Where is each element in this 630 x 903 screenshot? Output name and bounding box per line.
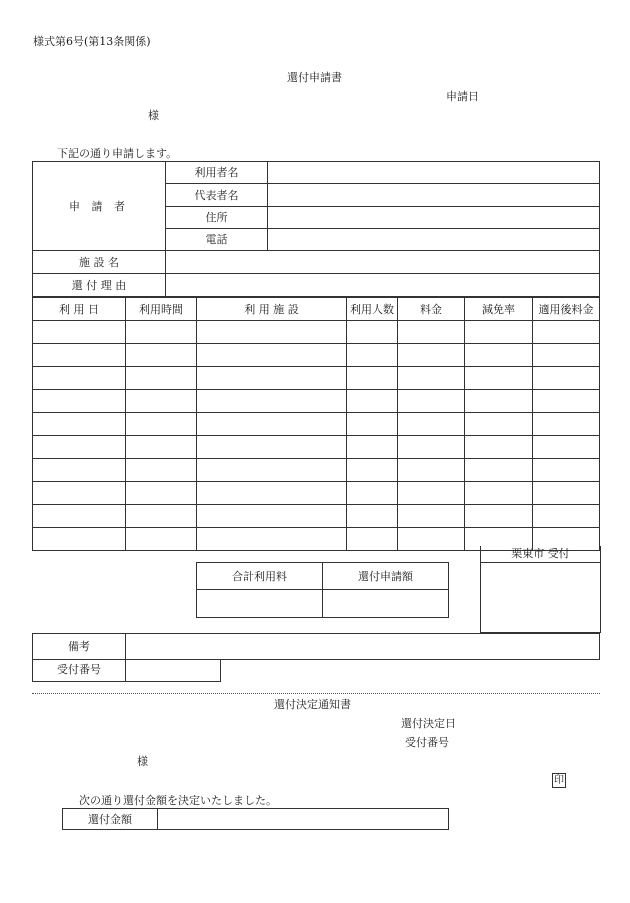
usage-cell[interactable] (33, 436, 126, 459)
applicant-section-label: 申 請 者 (33, 162, 166, 251)
usage-cell[interactable] (197, 413, 347, 436)
usage-cell[interactable] (33, 413, 126, 436)
usage-cell[interactable] (465, 344, 533, 367)
total-fee-label: 合計利用料 (197, 563, 323, 590)
usage-cell[interactable] (398, 344, 465, 367)
usage-cell[interactable] (465, 436, 533, 459)
address-field[interactable] (268, 207, 600, 229)
usage-cell[interactable] (347, 413, 398, 436)
usage-cell[interactable] (347, 344, 398, 367)
usage-row (33, 390, 600, 413)
usage-cell[interactable] (197, 344, 347, 367)
usage-cell[interactable] (33, 459, 126, 482)
column-header: 利用人数 (347, 298, 398, 321)
usage-cell[interactable] (33, 321, 126, 344)
usage-cell[interactable] (197, 505, 347, 528)
remarks-table (32, 633, 600, 660)
refund-request-amount-label: 還付申請額 (323, 563, 449, 590)
applicant-table (32, 161, 600, 297)
refund-reason-field[interactable] (166, 274, 600, 297)
application-date-label: 申請日 (446, 90, 479, 103)
usage-cell[interactable] (197, 321, 347, 344)
usage-cell[interactable] (398, 459, 465, 482)
usage-cell[interactable] (465, 413, 533, 436)
usage-cell[interactable] (126, 528, 197, 551)
seal-mark: 印 (554, 775, 564, 786)
remarks-label: 備考 (33, 634, 126, 660)
usage-cell[interactable] (126, 436, 197, 459)
refund-reason-label: 還 付 理 由 (33, 274, 166, 297)
refund-request-amount-field[interactable] (323, 590, 449, 618)
refund-amount-field[interactable] (158, 809, 449, 830)
usage-cell[interactable] (347, 321, 398, 344)
intro-text: 下記の通り申請します。 (57, 147, 178, 160)
facility-name-field[interactable] (166, 251, 600, 274)
usage-cell[interactable] (398, 321, 465, 344)
usage-table (32, 297, 600, 551)
reception-number-table (32, 659, 221, 682)
usage-row (33, 367, 600, 390)
user-name-label: 利用者名 (166, 162, 268, 184)
decision-date-label: 還付決定日 (401, 717, 456, 730)
usage-cell[interactable] (126, 459, 197, 482)
usage-cell[interactable] (398, 505, 465, 528)
usage-cell[interactable] (126, 390, 197, 413)
usage-cell[interactable] (33, 505, 126, 528)
phone-label: 電話 (166, 229, 268, 251)
decision-statement: 次の通り還付金額を決定いたしました。 (79, 794, 277, 807)
remarks-field[interactable] (126, 634, 600, 660)
reception-number-label: 受付番号 (33, 659, 126, 681)
usage-cell[interactable] (197, 367, 347, 390)
usage-cell[interactable] (465, 482, 533, 505)
usage-cell[interactable] (33, 367, 126, 390)
usage-cell[interactable] (347, 459, 398, 482)
representative-name-field[interactable] (268, 184, 600, 207)
page-title: 還付申請書 (287, 71, 342, 84)
representative-name-label: 代表者名 (166, 184, 268, 207)
column-header: 利用時間 (126, 298, 197, 321)
notice-addressee-honorific: 様 (137, 755, 148, 768)
facility-name-label: 施 設 名 (33, 251, 166, 274)
usage-cell[interactable] (126, 367, 197, 390)
usage-cell[interactable] (533, 482, 600, 505)
column-header: 減免率 (465, 298, 533, 321)
usage-cell[interactable] (197, 482, 347, 505)
address-label: 住所 (166, 207, 268, 229)
usage-cell[interactable] (533, 436, 600, 459)
usage-cell[interactable] (398, 413, 465, 436)
usage-cell[interactable] (533, 321, 600, 344)
usage-cell[interactable] (197, 436, 347, 459)
usage-cell[interactable] (126, 505, 197, 528)
receipt-label: 栗東市 受付 (481, 546, 600, 563)
usage-cell[interactable] (347, 482, 398, 505)
refund-amount-label: 還付金額 (63, 809, 158, 830)
usage-cell[interactable] (197, 528, 347, 551)
user-name-field[interactable] (268, 162, 600, 184)
usage-cell[interactable] (533, 367, 600, 390)
usage-cell[interactable] (398, 367, 465, 390)
usage-cell[interactable] (347, 367, 398, 390)
usage-cell[interactable] (398, 436, 465, 459)
usage-cell[interactable] (126, 482, 197, 505)
usage-row (33, 482, 600, 505)
total-fee-field[interactable] (197, 590, 323, 618)
usage-row (33, 413, 600, 436)
usage-cell[interactable] (126, 344, 197, 367)
usage-cell[interactable] (398, 390, 465, 413)
usage-cell[interactable] (33, 528, 126, 551)
usage-cell[interactable] (33, 344, 126, 367)
reception-number-field[interactable] (126, 659, 221, 681)
usage-cell[interactable] (465, 505, 533, 528)
column-header: 料金 (398, 298, 465, 321)
usage-table-header (33, 298, 600, 321)
notice-title: 還付決定通知書 (274, 698, 351, 711)
totals-table (196, 562, 449, 618)
usage-cell[interactable] (533, 413, 600, 436)
usage-row (33, 505, 600, 528)
usage-cell[interactable] (465, 390, 533, 413)
usage-row (33, 436, 600, 459)
usage-cell[interactable] (533, 459, 600, 482)
usage-cell[interactable] (533, 505, 600, 528)
usage-cell[interactable] (126, 413, 197, 436)
cut-line (32, 693, 600, 694)
receipt-stamp-box (480, 546, 601, 633)
usage-cell[interactable] (533, 390, 600, 413)
usage-cell[interactable] (533, 344, 600, 367)
column-header: 利 用 日 (33, 298, 126, 321)
usage-cell[interactable] (347, 390, 398, 413)
usage-row (33, 321, 600, 344)
column-header: 利 用 施 設 (197, 298, 347, 321)
notice-reception-number-label: 受付番号 (405, 736, 449, 749)
usage-row (33, 344, 600, 367)
addressee-honorific: 様 (148, 109, 159, 122)
usage-cell[interactable] (398, 482, 465, 505)
form-number: 様式第6号(第13条関係) (33, 35, 151, 48)
usage-cell[interactable] (465, 459, 533, 482)
usage-cell[interactable] (33, 390, 126, 413)
usage-cell[interactable] (465, 367, 533, 390)
usage-row (33, 459, 600, 482)
usage-cell[interactable] (398, 528, 465, 551)
usage-cell[interactable] (197, 390, 347, 413)
phone-field[interactable] (268, 229, 600, 251)
usage-cell[interactable] (33, 482, 126, 505)
refund-amount-table (62, 808, 449, 830)
usage-cell[interactable] (197, 459, 347, 482)
column-header: 適用後料金 (533, 298, 600, 321)
usage-cell[interactable] (347, 436, 398, 459)
usage-cell[interactable] (465, 321, 533, 344)
usage-cell[interactable] (126, 321, 197, 344)
usage-cell[interactable] (347, 528, 398, 551)
usage-cell[interactable] (347, 505, 398, 528)
